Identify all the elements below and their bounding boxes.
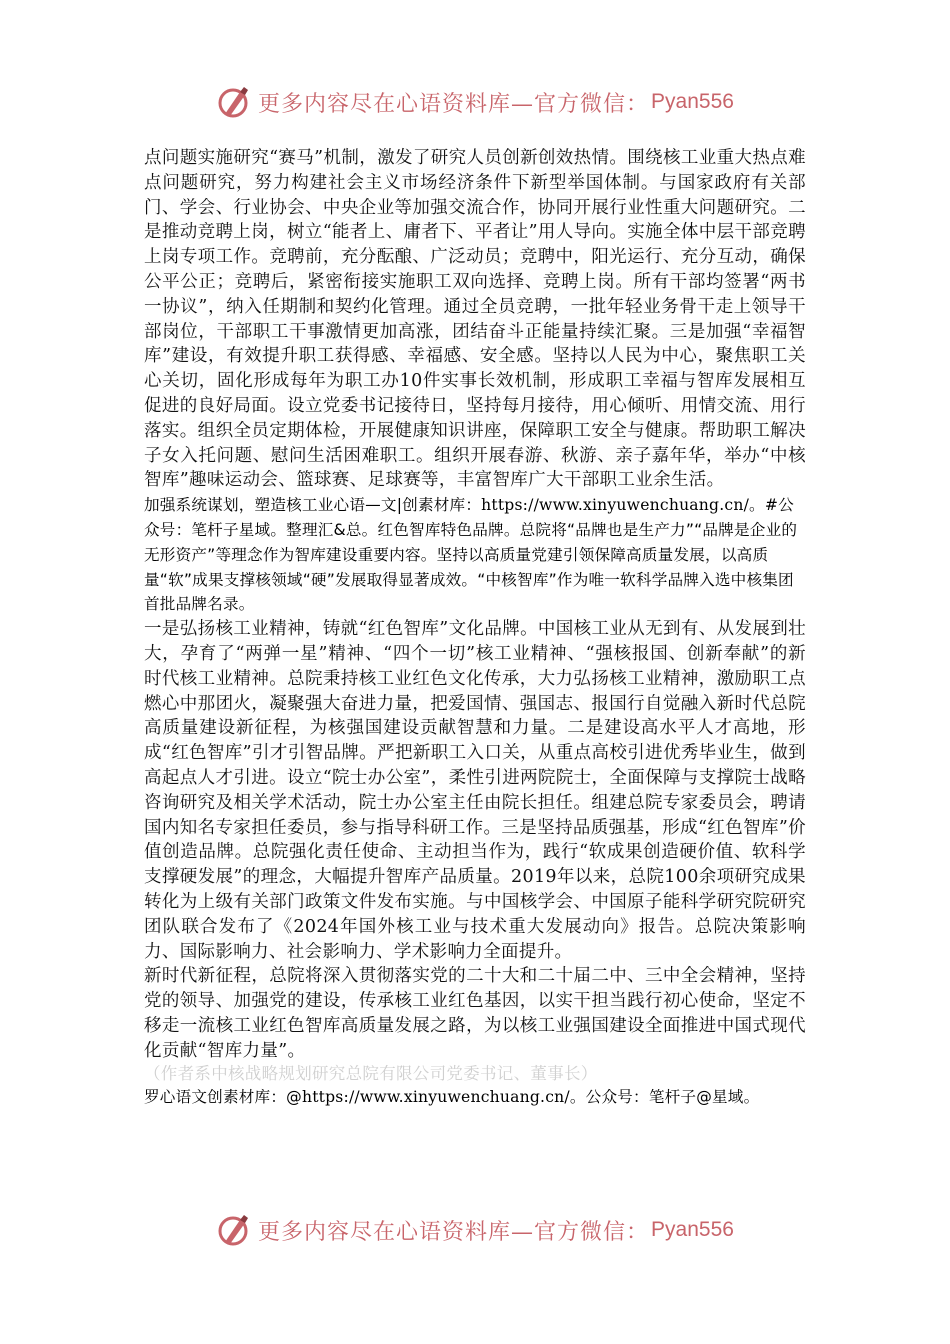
promo-text-tail: 。#公众号：笔杆子星域。整理汇&总。红色智库特色品牌。总院将“品牌也是生产力”“品牌是企业的无形资产”等理念作为智库建设重要内容。坚持以高质量党建引领保障高质量发展，以高质量“软”成果支撑核领域“硬”发展取得显著成效。“中核智库”作为唯一软科学品牌入选中核集团首批品牌名录。: [144, 496, 798, 614]
banner-text: 更多内容尽在心语资料库—官方微信：: [258, 91, 650, 117]
paragraph-red-think-tank: 一是弘扬核工业精神，铸就“红色智库”文化品牌。中国核工业从无到有、从发展到壮大，孕育了“两弹一星”精神、“四个一切”核工业精神、“强核报国、创新奉献”的新时代核工业精神。总院秉持核工业红色文化传承，大力弘扬核工业精神，激励职工点燃心中那团火，凝聚强大奋进力量，把爱国情、强国志、报国行自觉融入新时代总院高质量建设新征程，为核强国建设贡献智慧和力量。二是建设高水平人才高地，形成“红色智库”引才引智品牌。严把新职工入口关，从重点高校引进优秀毕业生，做到高起点人才引进。设立“院士办公室”，柔性引进两院院士，全面保障与支撑院士战略咨询研究及相关学术活动，院士办公室主任由院长担任。组建总院专家委员会，聘请国内知名专家担任委员，参与指导科研工作。三是坚持品质强基，形成“红色智库”价值创造品牌。总院强化责任使命、主动担当作为，践行“软成果创造硬价值、软科学支撑硬发展”的理念，大幅提升智库产品质量。2019年以来，总院100余项研究成果转化为上级有关部门政策文件发布实施。与中国核学会、中国原子能科学研究院研究团队联合发布了《2024年国外核工业与技术重大发展动向》报告。总院决策影响力、国际影响力、社会影响力、学术影响力全面提升。: [144, 619, 806, 962]
banner-wechat-id: Pyan556: [651, 1218, 734, 1241]
author-byline: （作者系中核战略规划研究总院有限公司党委书记、董事长）: [144, 1064, 598, 1084]
pen-nib-circle-icon: [216, 1212, 252, 1248]
promo-text-lead: 罗心语文创素材库：@: [144, 1088, 302, 1107]
banner-wechat-id: Pyan556: [651, 90, 734, 113]
promo-paragraph-brand: [144, 493, 806, 617]
promo-url: https://www.xinyuwenchuang.cn/: [301, 1088, 570, 1107]
pen-nib-circle-icon: [216, 84, 252, 120]
promo-text-tail: 。公众号：笔杆子@星域。: [569, 1088, 760, 1107]
promo-url: https://www.xinyuwenchuang.cn/: [481, 496, 750, 515]
promo-text-lead: 加强系统谋划，塑造核工业心语—文|创素材库：: [144, 496, 482, 515]
paragraph-talent-mechanisms: 点问题实施研究“赛马”机制，激发了研究人员创新创效热情。围绕核工业重大热点难点问题研究，努力构建社会主义市场经济条件下新型举国体制。与国家政府有关部门、学会、行业协会、中央企业等加强交流合作，协同开展行业性重大问题研究。二是推动竞聘上岗，树立“能者上、庸者下、平者让”用人导向。实施全体中层干部竞聘上岗专项工作。竞聘前，充分酝酿、广泛动员；竞聘中，阳光运行、充分互动，确保公平公正；竞聘后，紧密衔接实施职工双向选择、竞聘上岗。所有干部均签署“两书一协议”，纳入任期制和契约化管理。通过全员竞聘，一批年轻业务骨干走上领导干部岗位，干部职工干事激情更加高涨，团结奋斗正能量持续汇聚。三是加强“幸福智库”建设，有效提升职工获得感、幸福感、安全感。坚持以人民为中心，聚焦职工关心关切，固化形成每年为职工办10件实事长效机制，形成职工幸福与智库发展相互促进的良好局面。设立党委书记接待日，坚持每月接待，用心倾听、用情交流、用行落实。组织全员定期体检，开展健康知识讲座，保障职工安全与健康。帮助职工解决子女入托问题、慰问生活困难职工。组织开展春游、秋游、亲子嘉年华，举办“中核智库”趣味运动会、篮球赛、足球赛等，丰富智库广大干部职工业余生活。: [144, 148, 806, 491]
footer-banner: [0, 1208, 950, 1252]
promo-paragraph-footer: [144, 1085, 806, 1110]
article-body: [144, 146, 806, 1110]
paragraph-new-era: 新时代新征程，总院将深入贯彻落实党的二十大和二十届二中、三中全会精神，坚持党的领导、加强党的建设，传承核工业红色基因，以实干担当践行初心使命，坚定不移走一流核工业红色智库高质量发展之路，为以核工业强国建设全面推进中国式现代化贡献“智库力量”。: [144, 966, 806, 1061]
banner-text: 更多内容尽在心语资料库—官方微信：: [258, 1219, 650, 1245]
header-banner: [0, 80, 950, 124]
